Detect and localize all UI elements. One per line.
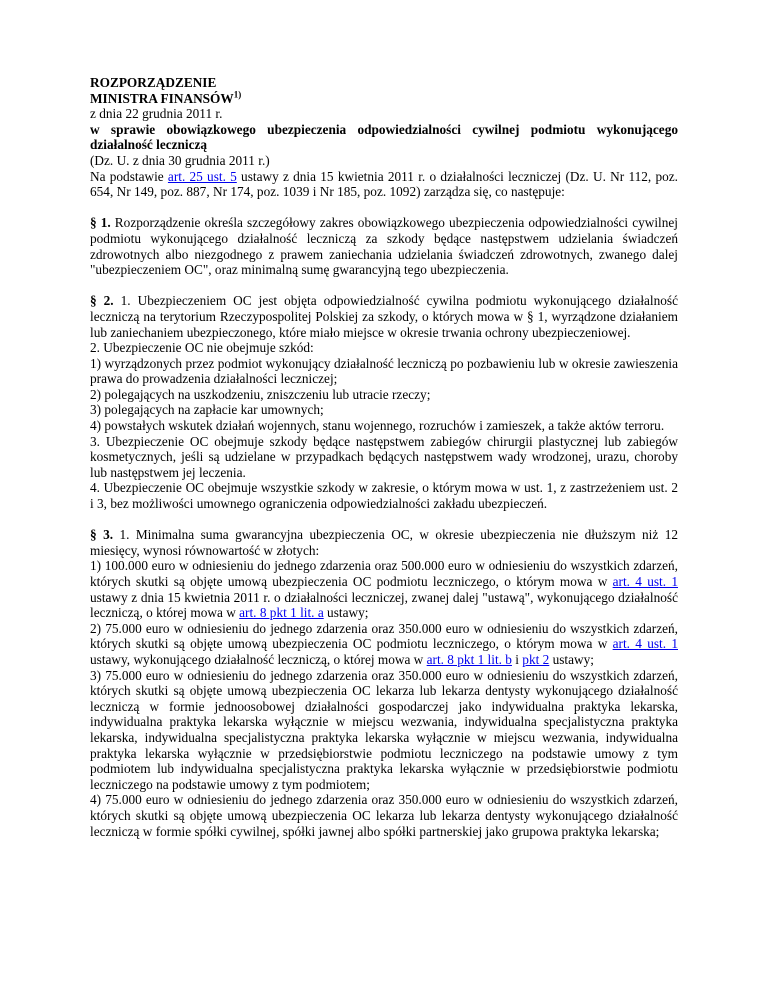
section-1	[90, 215, 678, 277]
preamble-text-2: ustawy z dnia 15 kwietnia 2011 r. o działalności leczniczej (Dz. U. Nr 112, poz. 654, Nr 149, poz. 887, Nr 174, poz. 1039 i Nr 185, poz. 1092) zarządza się, co następuje:	[90, 168, 679, 200]
link-art-8-pkt-1-lit-b[interactable]: art. 8 pkt 1 lit. b	[426, 651, 512, 667]
section-3-number: § 3.	[90, 527, 114, 543]
link-pkt-2[interactable]: pkt 2	[522, 651, 550, 667]
doc-subject: w sprawie obowiązkowego ubezpieczenia odpowiedzialności cywilnej podmiotu wykonującego działalność leczniczą	[90, 121, 678, 153]
section-3-para-1-text: 1. Minimalna suma gwarancyjna ubezpieczenia OC, w okresie ubezpieczenia nie dłuższym niż 12 miesięcy, wynosi równowartość w złotych:	[90, 527, 678, 558]
section-2-item-4: 4) powstałych wskutek działań wojennych, stanu wojennego, rozruchów i zamieszek, a także aktów terroru.	[90, 418, 665, 434]
section-2-para-2: 2. Ubezpieczenie OC nie obejmuje szkód:	[90, 340, 314, 356]
preamble	[90, 169, 678, 200]
doc-journal: (Dz. U. z dnia 30 grudnia 2011 r.)	[90, 152, 270, 168]
doc-title-line2: MINISTRA FINANSÓW	[90, 90, 234, 106]
section-2-item-3: 3) polegających na zapłacie kar umownych;	[90, 402, 324, 418]
section-3-item-1-text-c: ustawy;	[323, 605, 369, 621]
section-2-para-4: 4. Ubezpieczenie OC obejmuje wszystkie szkody w zakresie, o którym mowa w ust. 1, z zastrzeżeniem ust. 2 i 3, bez możliwości umownego ograniczenia odpowiedzialności zakładu ubezpieczeń.	[90, 480, 678, 512]
link-art-4-ust-1-second[interactable]: art. 4 ust. 1	[612, 636, 678, 652]
doc-date: z dnia 22 grudnia 2011 r.	[90, 106, 223, 122]
section-3-item-1-text-a: 1) 100.000 euro w odniesieniu do jednego zdarzenia oraz 500.000 euro w odniesieniu do wszystkich zdarzeń, których skutki są objęte umową ubezpieczenia OC podmiotu leczniczego, o którym mowa w	[90, 558, 678, 589]
section-1-number: § 1.	[90, 215, 111, 231]
section-3-para-1	[90, 527, 678, 558]
preamble-text-1: Na podstawie	[90, 168, 168, 184]
link-art-4-ust-1[interactable]: art. 4 ust. 1	[612, 574, 678, 589]
section-3-item-4: 4) 75.000 euro w odniesieniu do jednego zdarzenia oraz 350.000 euro w odniesieniu do wszystkich zdarzeń, których skutki są objęte umową ubezpieczenia OC lekarza lub lekarza dentysty wykonującego działalność leczniczą w formie spółki cywilnej, spółki jawnej albo spółki partnerskiej jako grupowa praktyka lekarska;	[90, 792, 678, 839]
doc-title-line1: ROZPORZĄDZENIE	[90, 75, 217, 90]
doc-title-line2-wrap	[90, 91, 678, 107]
section-3-item-2-text-a: 2) 75.000 euro w odniesieniu do jednego zdarzenia oraz 350.000 euro w odniesieniu do wszystkich zdarzeń, których skutki są objęte umową ubezpieczenia OC podmiotu leczniczego, o którym mowa w	[90, 620, 678, 652]
section-2-para-3: 3. Ubezpieczenie OC obejmuje szkody będące następstwem zabiegów chirurgii plastycznej lub zabiegów kosmetycznych, jeśli są udzielane w przypadkach będących następstwem wady wrodzonej, urazu, choroby lub następstwem jej leczenia.	[90, 433, 678, 480]
section-3-item-2-text-b: ustawy, wykonującego działalność leczniczą, o której mowa w	[90, 651, 427, 667]
section-3-item-1-text-b: ustawy z dnia 15 kwietnia 2011 r. o działalności leczniczej, zwanej dalej "ustawą", wykonującego działalność leczniczą, o której mowa w	[90, 589, 678, 621]
section-3-item-2-text-d: ustawy;	[549, 651, 594, 667]
section-1-text: Rozporządzenie określa szczegółowy zakres obowiązkowego ubezpieczenia odpowiedzialności cywilnej podmiotu wykonującego działalność leczniczą za szkody będące następstwem udzielania świadczeń zdrowotnych albo niezgodnego z prawem zaniechania udzielania świadczeń zdrowotnych, zwanego dalej "ubezpieczeniem OC", oraz minimalną sumę gwarancyjną tego ubezpieczenia.	[90, 215, 678, 278]
section-3-item-2-text-c: i	[511, 651, 523, 667]
link-art-8-pkt-1-lit-a[interactable]: art. 8 pkt 1 lit. a	[239, 605, 324, 621]
section-2-item-2: 2) polegających na uszkodzeniu, zniszczeniu lub utracie rzeczy;	[90, 386, 431, 402]
section-2-item-1: 1) wyrządzonych przez podmiot wykonujący działalność leczniczą po pozbawieniu lub w okresie zawieszenia prawa do prowadzenia działalności leczniczej;	[90, 355, 678, 387]
section-3-item-1	[90, 558, 678, 620]
section-2-para-1-text: 1. Ubezpieczeniem OC jest objęta odpowiedzialność cywilna podmiotu wykonującego działalność leczniczą na terytorium Rzeczypospolitej Polskiej za szkody, o których mowa w § 1, wyrządzone działaniem lub zaniechaniem ubezpieczonego, które miało miejsce w okresie trwania ochrony ubezpieczeniowej.	[90, 293, 678, 340]
section-3-item-2	[90, 621, 678, 668]
section-2-para-1	[90, 293, 678, 340]
section-2-number: § 2.	[90, 293, 114, 309]
section-3-item-3: 3) 75.000 euro w odniesieniu do jednego zdarzenia oraz 350.000 euro w odniesieniu do wszystkich zdarzeń, których skutki są objęte umową ubezpieczenia OC lekarza lub lekarza dentysty wykonującego działalność leczniczą w formie jednoosobowej działalności gospodarczej jako indywidualna praktyka lekarska, indywidualna praktyka lekarska wyłącznie w miejscu wezwania, indywidualna specjalistyczna praktyka lekarska, indywidualna specjalistyczna praktyka lekarska wyłącznie w miejscu wezwania, indywidualna praktyka lekarska wyłącznie w przedsiębiorstwie podmiotu leczniczego na podstawie umowy z tym podmiotem lub indywidualna specjalistyczna praktyka lekarska wyłącznie w przedsiębiorstwie podmiotu leczniczego na podstawie umowy z tym podmiotem;	[90, 667, 678, 792]
link-art-25-ust-5[interactable]: art. 25 ust. 5	[167, 168, 237, 184]
footnote-marker: 1)	[233, 89, 242, 100]
